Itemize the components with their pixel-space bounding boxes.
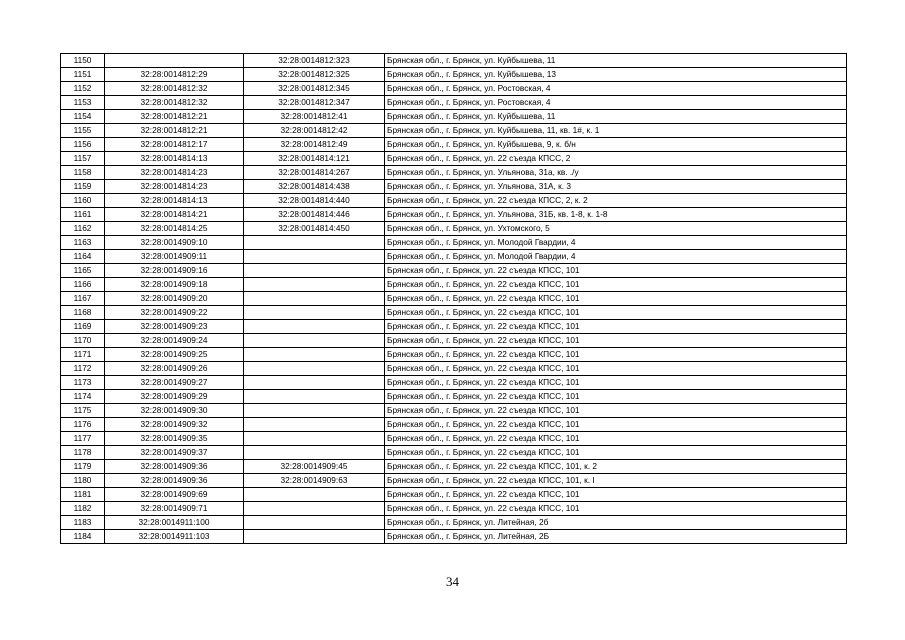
address-cell: Брянская обл., г. Брянск, ул. 22 съезда КПСС, 101 [385,502,847,516]
table-row [61,194,847,208]
row-number-cell: 1178 [61,446,105,460]
row-number-cell: 1182 [61,502,105,516]
address-cell: Брянская обл., г. Брянск, ул. Куйбышева, 13 [385,68,847,82]
property-table-body [61,54,847,544]
address-cell: Брянская обл., г. Брянск, ул. 22 съезда КПСС, 101 [385,264,847,278]
address-cell: Брянская обл., г. Брянск, ул. Молодой Гвардии, 4 [385,236,847,250]
table-row [61,390,847,404]
table-row [61,432,847,446]
object-cadastral-number-cell [244,516,385,530]
land-cadastral-number-cell: 32:28:0014911:100 [105,516,244,530]
address-cell: Брянская обл., г. Брянск, ул. 22 съезда КПСС, 101 [385,390,847,404]
table-row [61,124,847,138]
land-cadastral-number-cell: 32:28:0014814:25 [105,222,244,236]
address-cell: Брянская обл., г. Брянск, ул. 22 съезда КПСС, 101 [385,404,847,418]
table-row [61,292,847,306]
row-number-cell: 1166 [61,278,105,292]
land-cadastral-number-cell: 32:28:0014909:18 [105,278,244,292]
row-number-cell: 1181 [61,488,105,502]
address-cell: Брянская обл., г. Брянск, ул. 22 съезда КПСС, 101, к. 2 [385,460,847,474]
address-cell: Брянская обл., г. Брянск, ул. Куйбышева, 11 [385,54,847,68]
table-row [61,530,847,544]
row-number-cell: 1153 [61,96,105,110]
land-cadastral-number-cell: 32:28:0014909:22 [105,306,244,320]
address-cell: Брянская обл., г. Брянск, ул. Литейная, 2Б [385,530,847,544]
row-number-cell: 1167 [61,292,105,306]
object-cadastral-number-cell [244,264,385,278]
address-cell: Брянская обл., г. Брянск, ул. 22 съезда КПСС, 101 [385,488,847,502]
land-cadastral-number-cell: 32:28:0014909:26 [105,362,244,376]
object-cadastral-number-cell: 32:28:0014812:325 [244,68,385,82]
object-cadastral-number-cell: 32:28:0014812:323 [244,54,385,68]
land-cadastral-number-cell: 32:28:0014909:25 [105,348,244,362]
table-row [61,404,847,418]
table-row [61,96,847,110]
land-cadastral-number-cell: 32:28:0014909:71 [105,502,244,516]
land-cadastral-number-cell: 32:28:0014909:10 [105,236,244,250]
table-row [61,250,847,264]
object-cadastral-number-cell [244,278,385,292]
object-cadastral-number-cell [244,334,385,348]
object-cadastral-number-cell: 32:28:0014812:345 [244,82,385,96]
object-cadastral-number-cell: 32:28:0014909:45 [244,460,385,474]
address-cell: Брянская обл., г. Брянск, ул. 22 съезда КПСС, 101, к. I [385,474,847,488]
row-number-cell: 1160 [61,194,105,208]
address-cell: Брянская обл., г. Брянск, ул. Литейная, 2б [385,516,847,530]
table-row [61,180,847,194]
land-cadastral-number-cell: 32:28:0014909:30 [105,404,244,418]
land-cadastral-number-cell: 32:28:0014814:13 [105,194,244,208]
address-cell: Брянская обл., г. Брянск, ул. Ульянова, 31А, к. 3 [385,180,847,194]
address-cell: Брянская обл., г. Брянск, ул. 22 съезда КПСС, 101 [385,278,847,292]
object-cadastral-number-cell: 32:28:0014814:121 [244,152,385,166]
land-cadastral-number-cell: 32:28:0014812:32 [105,82,244,96]
object-cadastral-number-cell [244,418,385,432]
address-cell: Брянская обл., г. Брянск, ул. Ухтомского, 5 [385,222,847,236]
row-number-cell: 1157 [61,152,105,166]
address-cell: Брянская обл., г. Брянск, ул. 22 съезда КПСС, 101 [385,446,847,460]
table-row [61,236,847,250]
row-number-cell: 1150 [61,54,105,68]
table-row [61,488,847,502]
row-number-cell: 1161 [61,208,105,222]
row-number-cell: 1172 [61,362,105,376]
object-cadastral-number-cell [244,362,385,376]
table-row [61,82,847,96]
land-cadastral-number-cell: 32:28:0014814:23 [105,166,244,180]
row-number-cell: 1173 [61,376,105,390]
land-cadastral-number-cell: 32:28:0014909:69 [105,488,244,502]
land-cadastral-number-cell: 32:28:0014812:21 [105,110,244,124]
object-cadastral-number-cell [244,376,385,390]
object-cadastral-number-cell [244,404,385,418]
address-cell: Брянская обл., г. Брянск, ул. 22 съезда КПСС, 2 [385,152,847,166]
address-cell: Брянская обл., г. Брянск, ул. 22 съезда КПСС, 101 [385,432,847,446]
row-number-cell: 1163 [61,236,105,250]
row-number-cell: 1165 [61,264,105,278]
address-cell: Брянская обл., г. Брянск, ул. 22 съезда КПСС, 101 [385,306,847,320]
land-cadastral-number-cell: 32:28:0014909:23 [105,320,244,334]
table-row [61,110,847,124]
row-number-cell: 1159 [61,180,105,194]
land-cadastral-number-cell: 32:28:0014909:35 [105,432,244,446]
object-cadastral-number-cell [244,306,385,320]
table-row [61,138,847,152]
address-cell: Брянская обл., г. Брянск, ул. Ростовская, 4 [385,96,847,110]
row-number-cell: 1177 [61,432,105,446]
land-cadastral-number-cell: 32:28:0014814:21 [105,208,244,222]
row-number-cell: 1170 [61,334,105,348]
row-number-cell: 1155 [61,124,105,138]
address-cell: Брянская обл., г. Брянск, ул. Ульянова, 31а, кв. ./у [385,166,847,180]
object-cadastral-number-cell [244,250,385,264]
land-cadastral-number-cell: 32:28:0014812:29 [105,68,244,82]
row-number-cell: 1152 [61,82,105,96]
table-row [61,166,847,180]
object-cadastral-number-cell: 32:28:0014812:49 [244,138,385,152]
table-row [61,446,847,460]
row-number-cell: 1174 [61,390,105,404]
land-cadastral-number-cell [105,54,244,68]
table-row [61,278,847,292]
object-cadastral-number-cell [244,348,385,362]
land-cadastral-number-cell: 32:28:0014909:32 [105,418,244,432]
object-cadastral-number-cell: 32:28:0014814:267 [244,166,385,180]
land-cadastral-number-cell: 32:28:0014814:13 [105,152,244,166]
table-row [61,502,847,516]
address-cell: Брянская обл., г. Брянск, ул. Ульянова, 31Б, кв. 1-8, к. 1-8 [385,208,847,222]
object-cadastral-number-cell: 32:28:0014909:63 [244,474,385,488]
address-cell: Брянская обл., г. Брянск, ул. 22 съезда КПСС, 101 [385,348,847,362]
table-row [61,460,847,474]
row-number-cell: 1168 [61,306,105,320]
object-cadastral-number-cell: 32:28:0014812:42 [244,124,385,138]
table-row [61,348,847,362]
address-cell: Брянская обл., г. Брянск, ул. 22 съезда КПСС, 101 [385,334,847,348]
row-number-cell: 1154 [61,110,105,124]
object-cadastral-number-cell [244,320,385,334]
row-number-cell: 1175 [61,404,105,418]
object-cadastral-number-cell: 32:28:0014814:446 [244,208,385,222]
table-row [61,264,847,278]
object-cadastral-number-cell: 32:28:0014812:41 [244,110,385,124]
address-cell: Брянская обл., г. Брянск, ул. Куйбышева, 11, кв. 1#, к. 1 [385,124,847,138]
row-number-cell: 1169 [61,320,105,334]
land-cadastral-number-cell: 32:28:0014909:29 [105,390,244,404]
object-cadastral-number-cell [244,488,385,502]
row-number-cell: 1183 [61,516,105,530]
land-cadastral-number-cell: 32:28:0014909:11 [105,250,244,264]
table-row [61,320,847,334]
object-cadastral-number-cell: 32:28:0014814:438 [244,180,385,194]
object-cadastral-number-cell: 32:28:0014814:440 [244,194,385,208]
table-row [61,334,847,348]
object-cadastral-number-cell: 32:28:0014814:450 [244,222,385,236]
land-cadastral-number-cell: 32:28:0014909:16 [105,264,244,278]
object-cadastral-number-cell [244,502,385,516]
land-cadastral-number-cell: 32:28:0014812:32 [105,96,244,110]
address-cell: Брянская обл., г. Брянск, ул. 22 съезда КПСС, 101 [385,362,847,376]
property-table [60,53,847,544]
address-cell: Брянская обл., г. Брянск, ул. Куйбышева, 9, к. б/н [385,138,847,152]
table-row [61,208,847,222]
table-row [61,68,847,82]
address-cell: Брянская обл., г. Брянск, ул. Ростовская, 4 [385,82,847,96]
table-row [61,222,847,236]
land-cadastral-number-cell: 32:28:0014909:36 [105,460,244,474]
object-cadastral-number-cell: 32:28:0014812:347 [244,96,385,110]
row-number-cell: 1184 [61,530,105,544]
object-cadastral-number-cell [244,530,385,544]
address-cell: Брянская обл., г. Брянск, ул. 22 съезда КПСС, 101 [385,418,847,432]
land-cadastral-number-cell: 32:28:0014909:27 [105,376,244,390]
address-cell: Брянская обл., г. Брянск, ул. Молодой Гвардии, 4 [385,250,847,264]
object-cadastral-number-cell [244,292,385,306]
address-cell: Брянская обл., г. Брянск, ул. 22 съезда КПСС, 2, к. 2 [385,194,847,208]
land-cadastral-number-cell: 32:28:0014909:36 [105,474,244,488]
table-row [61,418,847,432]
row-number-cell: 1162 [61,222,105,236]
table-row [61,152,847,166]
land-cadastral-number-cell: 32:28:0014814:23 [105,180,244,194]
land-cadastral-number-cell: 32:28:0014812:17 [105,138,244,152]
row-number-cell: 1158 [61,166,105,180]
land-cadastral-number-cell: 32:28:0014909:20 [105,292,244,306]
page-number: 34 [446,574,459,589]
object-cadastral-number-cell [244,432,385,446]
row-number-cell: 1164 [61,250,105,264]
row-number-cell: 1180 [61,474,105,488]
object-cadastral-number-cell [244,446,385,460]
row-number-cell: 1151 [61,68,105,82]
row-number-cell: 1156 [61,138,105,152]
land-cadastral-number-cell: 32:28:0014911:103 [105,530,244,544]
table-row [61,54,847,68]
land-cadastral-number-cell: 32:28:0014909:24 [105,334,244,348]
address-cell: Брянская обл., г. Брянск, ул. 22 съезда КПСС, 101 [385,320,847,334]
land-cadastral-number-cell: 32:28:0014909:37 [105,446,244,460]
object-cadastral-number-cell [244,236,385,250]
address-cell: Брянская обл., г. Брянск, ул. 22 съезда КПСС, 101 [385,376,847,390]
table-row [61,376,847,390]
address-cell: Брянская обл., г. Брянск, ул. 22 съезда КПСС, 101 [385,292,847,306]
row-number-cell: 1176 [61,418,105,432]
table-row [61,516,847,530]
row-number-cell: 1171 [61,348,105,362]
table-row [61,362,847,376]
object-cadastral-number-cell [244,390,385,404]
table-row [61,306,847,320]
land-cadastral-number-cell: 32:28:0014812:21 [105,124,244,138]
address-cell: Брянская обл., г. Брянск, ул. Куйбышева, 11 [385,110,847,124]
table-row [61,474,847,488]
row-number-cell: 1179 [61,460,105,474]
